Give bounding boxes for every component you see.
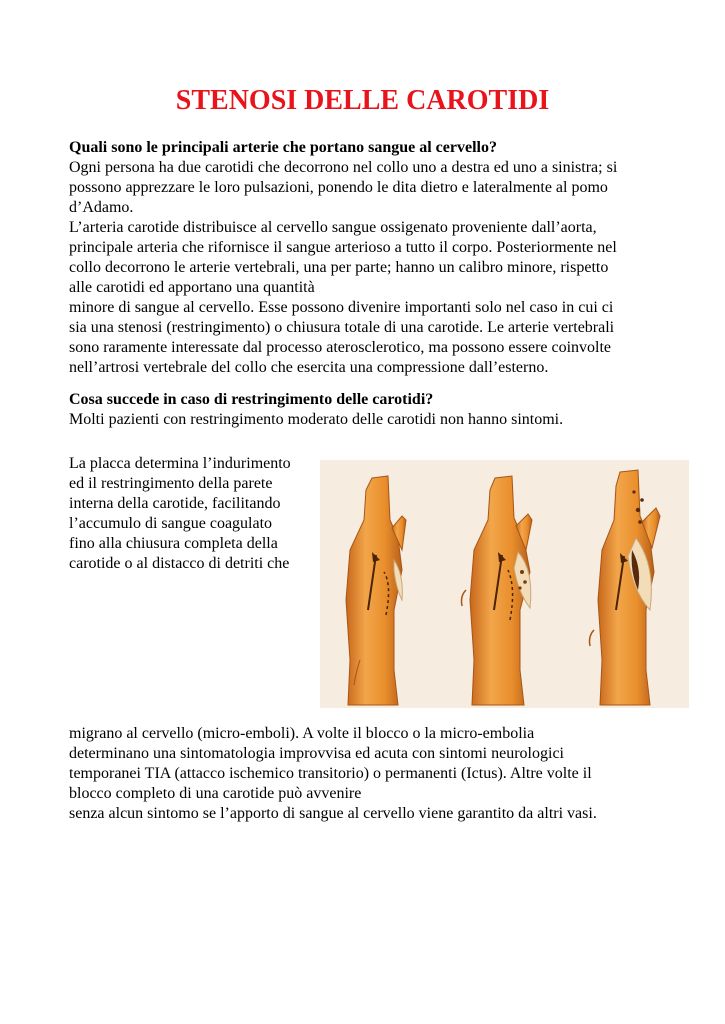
paragraph-line: alle carotidi ed apportano una quantità [69, 279, 315, 296]
page-title: STENOSI DELLE CAROTIDI [175, 85, 550, 116]
artery-stage-3 [590, 470, 661, 705]
side-paragraph [69, 454, 319, 574]
artery-stage-2 [462, 476, 533, 705]
carotid-stenosis-illustration [320, 460, 689, 708]
paragraph-line: d’Adamo. [69, 199, 134, 216]
question-restringimento: Cosa succede in caso di restringimento delle carotidi? [69, 391, 434, 408]
side-line: interna della carotide, facilitando [69, 495, 281, 512]
side-line: fino alla chiusura completa della [69, 535, 278, 552]
paragraph-line: Ogni persona ha due carotidi che decorrono nel collo uno a destra ed uno a sinistra; si [69, 159, 618, 176]
paragraph-line: temporanei TIA (attacco ischemico transitorio) o permanenti (Ictus). Altre volte il [69, 765, 592, 782]
paragraph-line: minore di sangue al cervello. Esse possono divenire importanti solo nel caso in cui ci [69, 299, 614, 316]
paragraph-line: blocco completo di una carotide può avvenire [69, 785, 362, 802]
paragraph-line: Molti pazienti con restringimento moderato delle carotidi non hanno sintomi. [69, 411, 564, 428]
section-restringimento [69, 390, 669, 430]
paragraph-line: senza alcun sintomo se l’apporto di sangue al cervello viene garantito da altri vasi. [69, 805, 597, 822]
paragraph-line: nell’artrosi vertebrale del collo che esercita una compressione dall’esterno. [69, 359, 549, 376]
side-line: ed il restringimento della parete [69, 475, 273, 492]
side-line: l’accumulo di sangue coagulato [69, 515, 273, 532]
section-arterie [69, 138, 669, 378]
paragraph-line: collo decorrono le arterie vertebrali, una per parte; hanno un calibro minore, rispetto [69, 259, 609, 276]
paragraph-line: migrano al cervello (micro-emboli). A volte il blocco o la micro-embolia [69, 725, 535, 742]
paragraph-line: sono raramente interessate dal processo aterosclerotico, ma possono essere coinvolte [69, 339, 612, 356]
paragraph-line: sia una stenosi (restringimento) o chiusura totale di una carotide. Le arterie vertebrali [69, 319, 615, 336]
paragraph-line: L’arteria carotide distribuisce al cervello sangue ossigenato proveniente dall’aorta, [69, 219, 597, 236]
paragraph-line: possono apprezzare le loro pulsazioni, ponendo le dita dietro e lateralmente al pomo [69, 179, 608, 196]
side-line: La placca determina l’indurimento [69, 455, 291, 472]
side-line: carotide o al distacco di detriti che [69, 555, 290, 572]
paragraph-line: determinano una sintomatologia improvvisa ed acuta con sintomi neurologici [69, 745, 564, 762]
paragraph-line: principale arteria che rifornisce il sangue arterioso a tutto il corpo. Posteriormente nel [69, 239, 617, 256]
artery-stage-1 [346, 476, 406, 705]
question-arterie: Quali sono le principali arterie che portano sangue al cervello? [69, 139, 497, 156]
section-continuation [69, 724, 669, 824]
